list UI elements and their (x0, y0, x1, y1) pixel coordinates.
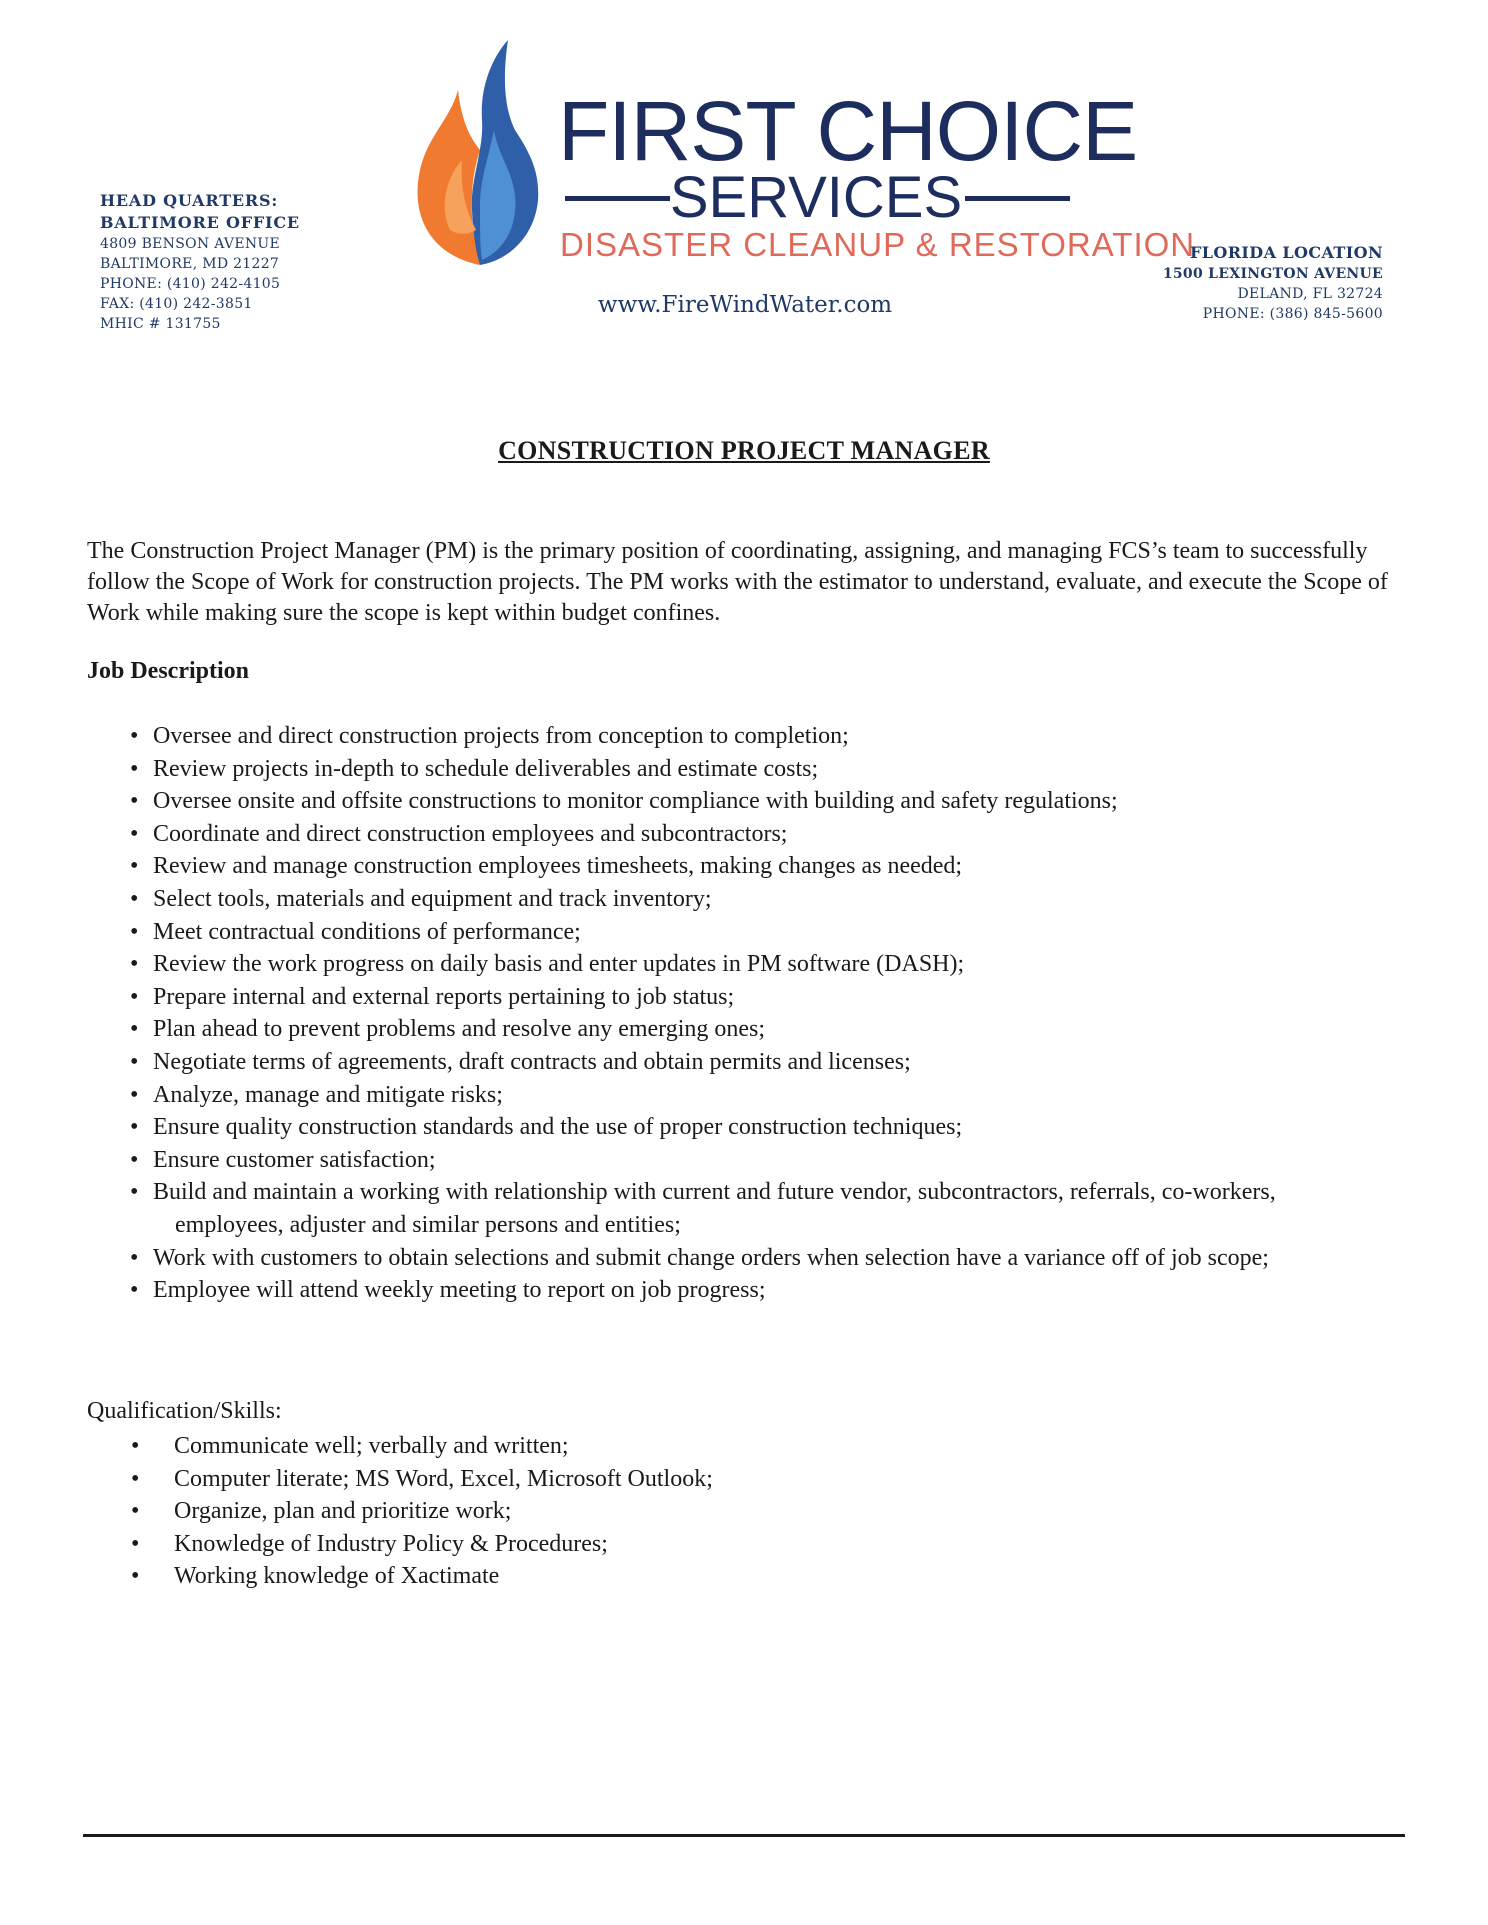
logo-text-first-choice: FIRST CHOICE (558, 84, 1138, 178)
list-item: • Plan ahead to prevent problems and resolve any emerging ones; (128, 1013, 1418, 1046)
qualifications-list (128, 1430, 713, 1593)
intro-paragraph: The Construction Project Manager (PM) is the primary position of coordinating, assigning, and managing FCS’s team to successfully follow the Scope of Work for construction projects. The PM works with the estimator to understand, evaluate, and execute the Scope of Work while making sure the scope is kept within budget confines. (87, 538, 1388, 626)
hq-office-name: BALTIMORE OFFICE (100, 213, 300, 232)
list-item: • Review projects in-depth to schedule deliverables and estimate costs; (128, 753, 1418, 786)
list-item: • Prepare internal and external reports pertaining to job status; (128, 981, 1418, 1014)
hq-city: BALTIMORE, MD 21227 (100, 256, 280, 272)
website-link[interactable]: www.FireWindWater.com (597, 292, 893, 318)
footer-divider (83, 1834, 1405, 1837)
qualifications-heading: Qualification/Skills: (87, 1398, 282, 1424)
hq-label: HEAD QUARTERS: (100, 191, 279, 210)
list-item: • Employee will attend weekly meeting to report on job progress; (128, 1274, 1418, 1307)
list-item: • Negotiate terms of agreements, draft contracts and obtain permits and licenses; (128, 1046, 1418, 1079)
list-item: • Coordinate and direct construction employees and subcontractors; (128, 818, 1418, 851)
list-item: • Meet contractual conditions of performance; (128, 916, 1418, 949)
document-title: CONSTRUCTION PROJECT MANAGER (498, 436, 990, 465)
list-item: • Review the work progress on daily basis and enter updates in PM software (DASH); (128, 948, 1418, 981)
list-item: • Knowledge of Industry Policy & Procedures; (128, 1528, 713, 1561)
list-item: • Oversee and direct construction projects from conception to completion; (128, 720, 1418, 753)
list-item: • Build and maintain a working with relationship with current and future vendor, subcontractors, referrals, co-workers, employees, adjuster and similar persons and entities; (128, 1176, 1418, 1241)
list-item: • Oversee onsite and offsite constructions to monitor compliance with building and safety regulations; (128, 785, 1418, 818)
hq-mhic: MHIC # 131755 (100, 316, 221, 332)
hq-phone: PHONE: (410) 242-4105 (100, 276, 281, 292)
list-item: • Organize, plan and prioritize work; (128, 1495, 713, 1528)
logo-text-services: SERVICES (669, 165, 963, 230)
florida-phone: PHONE: (386) 845-5600 (1202, 306, 1383, 322)
logo-rule-right (965, 196, 1070, 201)
logo-tagline: DISASTER CLEANUP & RESTORATION (560, 226, 1196, 263)
headquarters-address-block (100, 190, 300, 334)
flame-icon (410, 30, 550, 270)
florida-label: FLORIDA LOCATION (1189, 243, 1383, 262)
job-description-list (128, 720, 1418, 1307)
job-description-heading: Job Description (87, 658, 249, 684)
list-item: • Work with customers to obtain selections and submit change orders when selection have a variance off of job scope; (128, 1242, 1418, 1275)
florida-street: 1500 LEXINGTON AVENUE (1162, 266, 1383, 282)
florida-city: DELAND, FL 32724 (1237, 286, 1383, 302)
list-item: • Ensure quality construction standards and the use of proper construction techniques; (128, 1111, 1418, 1144)
florida-address-block (1163, 242, 1383, 324)
company-logo (410, 30, 1196, 280)
list-item: • Working knowledge of Xactimate (128, 1560, 713, 1593)
hq-street: 4809 BENSON AVENUE (100, 236, 281, 252)
list-item: • Review and manage construction employees timesheets, making changes as needed; (128, 850, 1418, 883)
hq-fax: FAX: (410) 242-3851 (100, 296, 253, 312)
list-item: • Select tools, materials and equipment and track inventory; (128, 883, 1418, 916)
list-item: • Communicate well; verbally and written; (128, 1430, 713, 1463)
list-item: • Analyze, manage and mitigate risks; (128, 1079, 1418, 1112)
list-item: • Computer literate; MS Word, Excel, Microsoft Outlook; (128, 1463, 713, 1496)
list-item: • Ensure customer satisfaction; (128, 1144, 1418, 1177)
